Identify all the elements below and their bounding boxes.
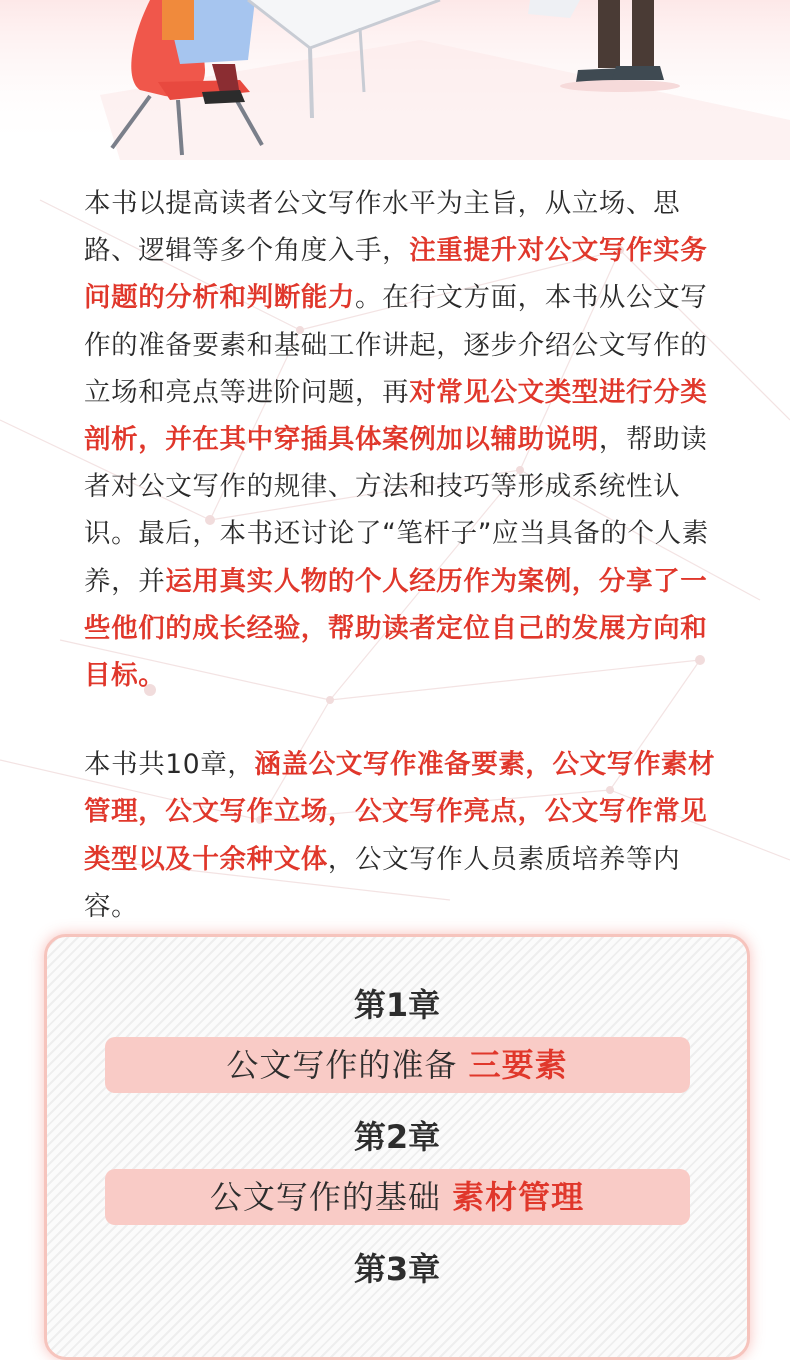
- body-text: 本书以提高读者公文写作水平为主旨，从立场、思路、逻辑等多个角度入手，: [84, 188, 681, 267]
- body-text: 本书共10章，: [84, 749, 255, 781]
- highlighted-text: 对常见公文类型进行分类剖析，并在其中穿插具体案例加以辅助说明: [84, 376, 708, 456]
- body-text: ，公文写作人员素质培养等内容。: [84, 843, 681, 922]
- highlighted-text: 涵盖公文写作准备要素，公文写作素材管理，公文写作立场，公文写作亮点，公文写作常见类型以及十余种文体: [84, 749, 716, 875]
- body-text: ，帮助读者对公文写作的规律、方法和技巧等形成系统性认识。最后，本书还讨论了“笔杆子”应当具备的个人素养，并: [84, 424, 709, 597]
- chapter-number: 第1章: [353, 986, 441, 1024]
- chapter-item: [47, 1117, 747, 1225]
- chapter-number: 第2章: [353, 1118, 441, 1156]
- chapter-title-highlight: 三要素: [468, 1046, 568, 1084]
- intro-paragraph-2: [84, 741, 724, 930]
- highlighted-text: 运用真实人物的个人经历作为案例，分享了一些他们的成长经验，帮助读者定位自己的发展方向和目标。: [84, 565, 708, 692]
- highlighted-text: 注重提升对公文写作实务问题的分析和判断能力: [84, 235, 708, 314]
- chapter-item: [47, 1249, 747, 1289]
- office-illustration: [0, 0, 790, 160]
- chapter-number: 第3章: [353, 1250, 441, 1288]
- chapter-title-highlight: 素材管理: [452, 1178, 585, 1216]
- chapter-title: 公文写作的准备: [226, 1046, 458, 1084]
- chapter-item: [47, 985, 747, 1093]
- chapter-list-card: [44, 934, 750, 1360]
- intro-paragraph-1: [84, 180, 724, 699]
- chapter-title-bar: [105, 1037, 690, 1093]
- book-introduction: [84, 180, 724, 930]
- body-text: 。在行文方面，本书从公文写作的准备要素和基础工作讲起，逐步介绍公文写作的立场和亮点等进阶问题，再: [84, 282, 708, 408]
- chapter-title: 公文写作的基础: [209, 1178, 441, 1216]
- chapter-title-bar: [105, 1169, 690, 1225]
